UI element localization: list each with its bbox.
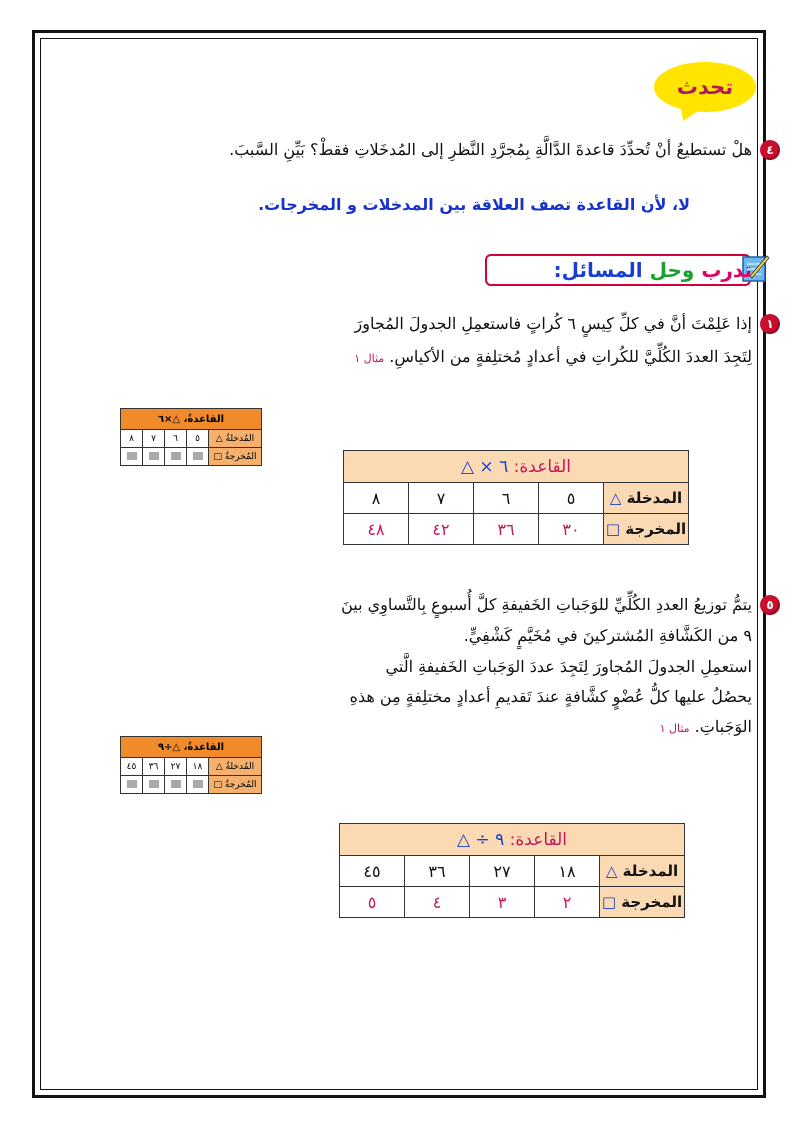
triangle-icon: △ [609,489,622,507]
small-table-2-input: ٣٦ [143,758,165,776]
answer-table-2-output-label-text: المخرجة [621,893,683,911]
small-table-2-rule: القاعدةُ، △÷٩ [121,737,262,758]
question-number-5 [760,595,780,615]
answer-table-2-input-label [600,856,685,887]
answer-table-1-input-label-text: المدخلة [626,489,683,507]
question-number-1-label: ١ [766,317,774,331]
small-table-2-blank [187,776,209,794]
textbook-table-2 [120,736,262,794]
answer-table-2-rule-expr: ٩ ÷ △ [456,829,505,850]
textbook-table-1 [120,408,262,466]
small-table-1-input-label: المُدخلةُ △ [209,430,262,448]
question-5-line-5 [660,711,752,744]
section-title-part-3: المسائل: [553,258,643,282]
section-title [554,256,752,284]
answer-table-2-output: ٥ [340,887,405,918]
answer-table-2-input: ٤٥ [340,856,405,887]
answer-table-2-output: ٣ [470,887,535,918]
talk-bubble [654,62,756,112]
answer-table-2-input: ٣٦ [405,856,470,887]
answer-table-1-output: ٤٨ [344,514,409,545]
square-icon: □ [605,520,621,538]
small-table-2-blank [121,776,143,794]
answer-table-1-input: ٥ [539,483,604,514]
answer-table-1-output-label [604,514,689,545]
small-table-2-blank [165,776,187,794]
answer-table-2 [339,823,685,918]
small-table-1-output-label: المُخرجةُ □ [209,448,262,466]
answer-table-1 [343,450,689,545]
answer-table-2-output: ٤ [405,887,470,918]
question-number-5-label: ٥ [766,598,774,612]
small-table-2-blank [143,776,165,794]
small-table-1-input: ٧ [143,430,165,448]
small-table-1-rule: القاعدةُ، △×٦ [121,409,262,430]
answer-table-1-output: ٣٦ [474,514,539,545]
answer-table-1-input: ٧ [409,483,474,514]
talk-bubble-label: تحدث [676,75,734,99]
question-4-answer: لا، لأن القاعدة تصف العلاقة بين المدخلات و المخرجات. [258,195,690,214]
triangle-icon: △ [605,862,618,880]
question-5-line-3: استعمِلِ الجدولَ المُجاورَ لِتَجِدَ عددَ الوَجَباتِ الخَفيفةِ الَّتي [385,657,752,676]
section-title-part-1: تدرب [701,258,752,282]
answer-table-1-input: ٨ [344,483,409,514]
answer-table-1-output: ٤٢ [409,514,474,545]
question-number-4 [760,140,780,160]
question-5-line-1: يتمُّ توزيعُ العددِ الكُلِّيِّ للوَجَباتِ الخَفيفةِ كلَّ أُسبوعٍ بِالتَّساوِي بينَ [341,595,752,614]
question-5-example-ref: مثال ١ [659,722,690,735]
small-table-1-blank [143,448,165,466]
small-table-2-input: ٢٧ [165,758,187,776]
answer-table-1-rule-expr: ٦ × △ [460,456,509,477]
square-icon: □ [601,893,617,911]
answer-table-1-rule [344,451,689,483]
section-title-part-2: وحل [649,258,695,282]
small-table-2-input: ١٨ [187,758,209,776]
answer-table-2-input: ٢٧ [470,856,535,887]
answer-table-2-input-label-text: المدخلة [622,862,679,880]
question-5-line-4: يحصُلُ عليها كلُّ عُضْوٍ كشَّافةٍ عندَ تَقديمِ أعدادٍ مختلِفةٍ مِن هذهِ [349,687,752,706]
small-table-1-blank [165,448,187,466]
answer-table-2-rule-label: القاعدة: [509,829,568,850]
question-1-line-2 [354,341,752,374]
question-1-line-2-text: لِتَجِدَ العددَ الكُلِّيَّ للكُراتِ في أعدادٍ مُختلِفةٍ من الأكياسِ. [389,347,752,366]
small-table-1-input: ٦ [165,430,187,448]
small-table-1-blank [121,448,143,466]
small-table-2-input-label: المُدخلةُ △ [209,758,262,776]
small-table-2-input: ٤٥ [121,758,143,776]
answer-table-2-output-label [600,887,685,918]
question-5-line-5-text: الوَجَباتِ. [694,717,752,736]
answer-table-2-rule [340,824,685,856]
small-table-2-output-label: المُخرجةُ □ [209,776,262,794]
answer-table-2-output: ٢ [535,887,600,918]
question-5-line-2: ٩ من الكَشَّافةِ المُشتركينَ في مُخَيَّمٍ كَشْفِيٍّ. [463,626,752,645]
answer-table-1-output: ٣٠ [539,514,604,545]
small-table-1-input: ٨ [121,430,143,448]
answer-table-1-output-label-text: المخرجة [625,520,687,538]
question-4-text: هلْ تستطيعُ أنْ تُحدِّدَ قاعدةَ الدَّالَّةِ بِمُجرَّدِ النَّظرِ إلى المُدخَلاتِ فقطْ؟ بَيِّنِ السَّببَ. [229,140,752,159]
question-1-example-ref: مثال ١ [354,352,385,365]
answer-table-1-input: ٦ [474,483,539,514]
answer-table-2-input: ١٨ [535,856,600,887]
question-number-1 [760,314,780,334]
answer-table-1-input-label [604,483,689,514]
question-1-line-1: إذا عَلِمْتَ أنَّ في كلِّ كِيسٍ ٦ كُراتٍ فاستعمِلِ الجدولَ المُجاورَ [354,314,752,333]
small-table-1-input: ٥ [187,430,209,448]
small-table-1-blank [187,448,209,466]
question-number-4-label: ٤ [766,143,774,157]
answer-table-1-rule-label: القاعدة: [513,456,572,477]
